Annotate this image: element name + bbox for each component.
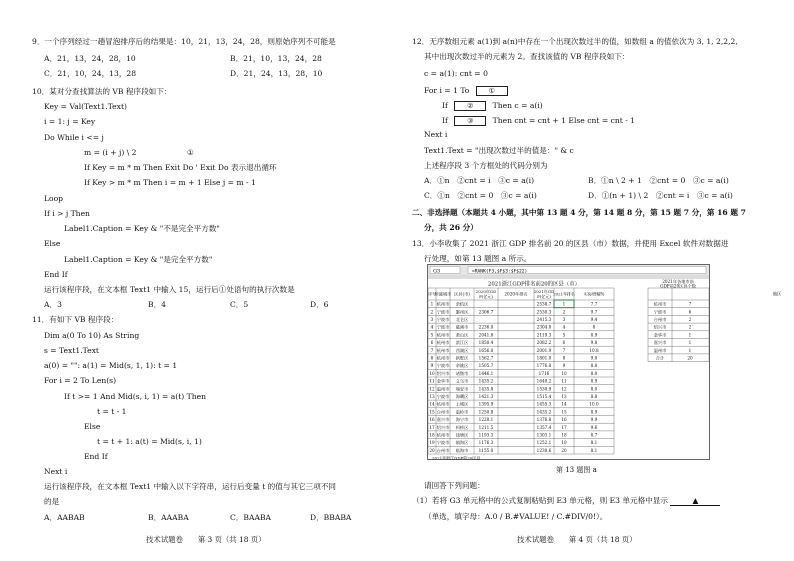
table-cell: 柯桥区: [455, 424, 469, 430]
name-box-text: G3: [433, 268, 441, 275]
table-cell: 3: [562, 317, 566, 322]
table-cell: 9.0: [590, 355, 598, 361]
table-cell: 2119.3: [536, 332, 552, 338]
q13-sub1-text: （1）若将 G3 单元格中的公式复制粘贴到 E3 单元格，则 E3 单元格中显示: [412, 496, 668, 505]
table-cell: 宁波市: [436, 317, 450, 322]
table-cell: 1776.0: [536, 363, 552, 369]
q11-code-line: a(0) = "": a(1) = Mid(s, 1, 1): t = 1: [44, 361, 178, 370]
side-table-header: 地区: [772, 292, 782, 298]
q11-option-c: C．BAABA: [230, 513, 272, 522]
table-cell: 1435.8: [478, 386, 494, 392]
table-cell: 5: [562, 332, 566, 338]
table-cell: 8.0: [590, 370, 598, 376]
table-cell: 杭州市: [436, 355, 450, 361]
side-table-cell: 1: [688, 347, 692, 353]
q10-question: 运行该程序段，在文本框 Text1 中输入 15，运行后①处语句的执行次数是: [44, 285, 295, 294]
table-cell: 6: [562, 340, 566, 346]
q12-code-line: c = a(1): cnt = 0: [424, 69, 488, 78]
table-cell: 拱墅区: [455, 355, 469, 361]
table-header: 2021年排名: [553, 291, 575, 297]
table-cell: 12: [429, 386, 435, 392]
table-cell: 13: [561, 394, 567, 399]
table-cell: 1530.9: [536, 386, 552, 392]
table-header: P(亿元): [479, 294, 493, 299]
table-cell: 9.6: [590, 424, 598, 430]
answer-blank: [670, 497, 720, 506]
table-cell: 温州市: [436, 386, 450, 392]
table-cell: 余姚区: [455, 363, 469, 369]
table-cell: 1640.2: [536, 378, 552, 384]
table-cell: 1850.4: [478, 340, 494, 346]
q11-code-line: s = Text1.Text: [44, 346, 99, 355]
table-cell: 海曙区: [455, 394, 469, 399]
table-cell: 3: [430, 317, 434, 322]
table-cell: 海宁市: [455, 417, 469, 423]
table-cell: 11: [561, 378, 567, 384]
table-cell: 8.8: [590, 394, 598, 399]
table-cell: 6: [430, 340, 434, 346]
table-header: P(亿元): [537, 294, 551, 299]
right-page-footer: 技术试题卷 第 4 页（共 18 页）: [517, 535, 637, 544]
side-table-cell: 20: [687, 355, 693, 361]
q13-sub1: [412, 497, 720, 506]
table-cell: 1: [562, 301, 566, 307]
table-header: 序号: [427, 291, 437, 297]
table-cell: 宁波市: [436, 440, 450, 446]
table-cell: 10: [561, 370, 567, 376]
table-cell: 绍兴市: [436, 424, 450, 430]
table-cell: 宁波市: [436, 309, 450, 315]
q13-prompt: 请回答下列问题：: [424, 481, 485, 490]
side-table-cell: 杭州市: [653, 301, 667, 307]
q10-code-line: If i > j Then: [44, 209, 90, 218]
q12-option-a: A．①n ②cnt = i ③c = a(i): [424, 176, 535, 185]
q12-question: 上述程序段 3 个方框处的代码分别为: [424, 161, 548, 170]
q11-code-line: If t >= 1 And Mid(s, i, 1) = a(t) Then: [64, 392, 206, 401]
q10-option-c: C．5: [230, 300, 249, 309]
table-cell: 金华市: [436, 378, 450, 384]
table-cell: 9: [562, 363, 566, 369]
table-cell: 9.4: [590, 317, 598, 322]
q11-option-b: B．AAABA: [148, 513, 189, 522]
q10-code-line: If Key = m * m Then Exit Do ' Exit Do 表示退出循环: [84, 163, 277, 172]
q11-code-line: Else: [84, 422, 101, 431]
q10-code-line: End If: [44, 270, 68, 279]
q12-code-if1: [442, 101, 543, 111]
table-cell: 宁波市: [436, 363, 450, 369]
table-cell: 8: [430, 355, 434, 361]
answer-blank-mark: ▲: [692, 496, 699, 505]
table-cell: 19: [429, 440, 435, 446]
table-cell: 9.7: [590, 309, 598, 315]
q10-option-b: B．4: [148, 300, 167, 309]
side-table-cell: 合计: [655, 355, 665, 361]
table-cell: 2306.7: [478, 309, 494, 315]
q9-option-b: B．21，10，13，24，28: [230, 54, 322, 63]
q12-option-c: C．①n ②cnt = 0 ③c = a(i): [424, 191, 537, 200]
q12-blank-box-3: ③: [454, 116, 486, 126]
table-cell: 绍兴市: [436, 370, 450, 376]
table-cell: 萧山区: [455, 332, 469, 338]
table-cell: 1656.0: [478, 347, 494, 353]
table-cell: 西湖区: [455, 347, 469, 353]
q9-option-c: C．21，10，24，13，28: [44, 69, 137, 78]
q12-code-line: Text1.Text = "出现次数过半的值是：" & c: [424, 146, 574, 155]
table-cell: 9.9: [590, 417, 598, 423]
q11-code-line: End If: [84, 452, 108, 461]
table-cell: 慈溪市: [455, 324, 469, 330]
table-cell: 4: [430, 324, 434, 330]
table-header: 区县(市): [454, 291, 470, 297]
q11-question: 运行该程序段，在文本框 Text1 中输入以下字符串，运行后变量 t 的值与其它三项不同: [44, 482, 337, 491]
left-page-footer: 技术试题卷 第 3 页（共 18 页）: [146, 535, 266, 544]
table-cell: 1801.0: [536, 355, 552, 361]
q11-option-a: A．AABAB: [44, 513, 85, 522]
table-header: 2020年排名: [504, 291, 528, 297]
table-header: 2020年GD: [475, 289, 497, 294]
cell-grid: [428, 275, 794, 461]
table-cell: 1303.1: [536, 432, 552, 438]
q9-stem: 9．一个序列经过一趟冒泡排序后的结果是：10，21，13，24，28，则原始序列不可能是: [32, 37, 336, 46]
table-cell: 1252.1: [536, 440, 552, 446]
table-cell: 嘉兴市: [436, 417, 450, 423]
table-cell: 11: [429, 378, 435, 384]
table-cell: 北仑区: [455, 317, 469, 322]
table-cell: 18: [561, 432, 567, 438]
q12-code-text: If: [442, 101, 448, 110]
side-table-cell: 7: [688, 301, 692, 307]
table-cell: 2415.3: [536, 317, 552, 322]
table-cell: 1211.5: [478, 424, 494, 430]
table-cell: 1716: [538, 370, 550, 376]
table-cell: 滨江区: [455, 340, 469, 346]
table-cell: 10.8: [589, 347, 599, 353]
side-table-cell: 6: [688, 309, 692, 315]
table-cell: 8.1: [590, 447, 598, 453]
table-cell: 1505.7: [478, 363, 494, 369]
side-table-title: GDP前20区县个数: [660, 283, 696, 289]
table-cell: 余杭区: [455, 301, 469, 307]
table-cell: 1395.9: [478, 401, 494, 407]
q12-stem: 12．无序数组元素 a(1)到 a(n)中存在一个出现次数过半的值，如数组 a 的值依次为 3, 1, 2,2,2,: [412, 37, 738, 46]
side-table-cell: 绍兴市: [653, 324, 667, 330]
table-cell: 4: [562, 324, 566, 330]
table-cell: 临海市: [455, 447, 469, 453]
table-cell: 8.9: [590, 332, 598, 338]
side-table-cell: 嘉兴市: [653, 340, 667, 346]
q9-option-d: D．21，24，13，28，10: [230, 69, 323, 78]
table-cell: 7.7: [590, 301, 598, 307]
q10-stem: 10．某对分查找算法的 VB 程序段如下：: [32, 87, 172, 96]
formula-text: =RANK(F3,$F$3:$F$22): [472, 269, 528, 275]
table-cell: 杭州市: [436, 340, 450, 346]
q12-option-d: D．①(n + 1) \ 2 ②cnt = i ③c = a(i): [588, 191, 733, 200]
table-cell: 9: [430, 363, 434, 369]
table-cell: 18: [429, 432, 435, 438]
table-cell: 1562.7: [478, 355, 494, 361]
q10-code-line: Do While i <= j: [44, 133, 104, 142]
table-cell: 杭州市: [436, 347, 450, 353]
q10-code-marker: ①: [187, 148, 194, 157]
side-table-cell: 台州市: [653, 317, 667, 322]
table-cell: 1515.4: [536, 394, 552, 399]
table-cell: 台州市: [436, 447, 450, 453]
table-cell: 1193.3: [478, 432, 494, 438]
table-cell: 2: [562, 309, 566, 315]
q11-option-d: D．BBABA: [310, 513, 352, 522]
q12-blank-box-2: ②: [454, 101, 486, 111]
q12-option-b: B．①n \ 2 + 1 ②cnt = 0 ③c = a(i): [588, 176, 729, 185]
table-header: 所属城市: [434, 291, 452, 297]
table-cell: 16: [429, 417, 435, 423]
table-cell: 1250.8: [478, 409, 494, 415]
table-cell: 15: [561, 409, 567, 415]
q13-sub1-options: （单选，填字母：A.0 / B.#VALUE! / C.#DIV/0!）。: [424, 512, 608, 521]
sheet-note: 2021年浙江GDP前20区县: [432, 455, 481, 461]
q12-code-for: [424, 86, 512, 96]
q12-blank-box-1: ①: [476, 86, 508, 96]
table-cell: 5: [430, 332, 434, 338]
table-cell: 1446.1: [478, 370, 494, 376]
table-cell: 8.9: [590, 378, 598, 384]
q12-code-line: Next i: [424, 130, 448, 139]
side-table-cell: 1: [688, 340, 692, 346]
excel-screenshot-figure: [427, 264, 782, 461]
table-cell: 宁波市: [436, 394, 450, 399]
table-header: 2021年GD: [533, 289, 555, 294]
table-cell: 钱塘区: [455, 432, 469, 438]
q13-stem-cont: 行处理，如第 13 题图 a 所示。: [424, 254, 532, 263]
table-cell: 瑞安市: [455, 386, 469, 392]
side-table-cell: 1: [688, 332, 692, 338]
sheet-title: 2021浙江GDP排名前20的区县（市）: [487, 281, 581, 288]
figure-caption: 第 13 题图 a: [556, 466, 597, 474]
table-cell: 20: [561, 447, 567, 453]
table-cell: 1176.3: [478, 440, 494, 446]
q12-code-text: Then cnt = cnt + 1 Else cnt = cnt - 1: [492, 116, 636, 125]
side-table-cell: 金华市: [653, 332, 667, 338]
table-cell: 8.9: [590, 409, 598, 415]
table-cell: 7: [430, 347, 434, 353]
table-cell: 10.0: [589, 401, 599, 407]
table-cell: 7: [562, 347, 566, 353]
q11-question-cont: 的是: [44, 497, 60, 506]
table-cell: 19: [561, 440, 567, 446]
table-cell: 1: [430, 301, 434, 307]
q11-code-line: t = t + 1: a(t) = Mid(s, i, 1): [97, 437, 202, 446]
table-cell: 杭州市: [436, 301, 450, 307]
q9-option-a: A．21，13，24，28，10: [44, 54, 136, 63]
q11-code-line: For i = 2 To Len(s): [44, 376, 117, 385]
q13-stem: 13．小李收集了 2021 浙江 GDP 排名前 20 的区县（市）数据，并使用 Excel 软件对数据进: [412, 239, 729, 248]
table-cell: 上城区: [455, 401, 469, 407]
q10-code-line: Else: [44, 239, 61, 248]
table-cell: 杭州市: [436, 401, 450, 407]
q12-code-if2: [442, 116, 635, 126]
table-cell: 14: [429, 401, 435, 407]
sheet-bg: [428, 275, 709, 459]
table-cell: 2: [430, 309, 434, 315]
side-table-cell: 2: [688, 317, 692, 322]
table-cell: 1155.0: [478, 447, 494, 453]
table-cell: 2304.8: [536, 324, 552, 330]
section-two-heading-cont: 分，共 26 分）: [424, 223, 478, 232]
q12-code-text: If: [442, 116, 448, 125]
table-cell: 20: [429, 447, 435, 453]
table-cell: 1376.8: [536, 417, 552, 423]
table-cell: 8: [592, 324, 596, 330]
table-header: 实际增幅%: [583, 291, 605, 297]
table-cell: 杭州市: [436, 332, 450, 338]
table-cell: 8.1: [590, 440, 598, 446]
table-cell: 2538.7: [536, 301, 552, 307]
table-cell: 8.0: [590, 386, 598, 392]
table-cell: 2236.0: [478, 324, 494, 330]
q10-option-d: D．6: [310, 300, 329, 309]
q10-code-line: Key = Val(Text1.Text): [44, 102, 127, 111]
table-cell: 1455.3: [536, 401, 552, 407]
table-cell: 17: [429, 424, 435, 430]
side-table-title: 2021年各地市前: [662, 279, 694, 284]
table-cell: 宁波市: [436, 324, 450, 330]
table-cell: 12: [561, 386, 567, 392]
q12-code-text: Then c = a(i): [492, 101, 543, 110]
table-cell: 镇海区: [455, 440, 469, 446]
q10-option-a: A．3: [44, 300, 62, 309]
table-cell: 2041.8: [478, 332, 494, 338]
table-cell: 8: [562, 355, 566, 361]
table-cell: 2082.2: [536, 340, 552, 346]
q10-code-line: i = 1: j = Key: [44, 117, 96, 126]
side-table-cell: 2: [688, 324, 692, 330]
q11-code-line: Dim a(0 To 10) As String: [44, 331, 140, 340]
table-cell: 1220.1: [478, 417, 494, 423]
table-cell: 13: [429, 394, 435, 399]
q10-code-line: Label1.Caption = Key & "不是完全平方数": [64, 224, 220, 233]
table-cell: 1435.2: [478, 378, 494, 384]
table-cell: 杭州市: [436, 432, 450, 438]
table-cell: 1357.4: [536, 424, 552, 430]
table-cell: 1435.2: [536, 409, 552, 415]
section-two-heading: 二、非选择题（本题共 4 小题，其中第 13 题 4 分，第 14 题 8 分，第 15 题 7 分，第 16 题 7: [412, 208, 746, 217]
table-cell: 诸暨市: [455, 370, 469, 376]
side-table-cell: 温州市: [653, 347, 667, 353]
table-cell: 14: [561, 401, 567, 407]
q12-stem-cont: 其中出现次数过半的元素为 2。查找该值的 VB 程序段如下：: [424, 52, 630, 61]
table-cell: 温岭市: [455, 409, 469, 415]
table-cell: 8.7: [590, 432, 598, 438]
table-cell: 10: [429, 370, 435, 376]
q11-code-line: Next i: [44, 467, 68, 476]
q10-code-line: Label1.Caption = Key & "是完全平方数": [64, 255, 213, 264]
table-cell: 2530.3: [536, 309, 552, 315]
q10-code-line: m = (i + j) \ 2: [84, 148, 137, 157]
table-cell: 15: [429, 409, 435, 415]
table-cell: 鄞州区: [455, 309, 469, 315]
table-cell: 1421.3: [478, 394, 494, 399]
q10-code-line: If Key > m * m Then i = m + 1 Else j = m - 1: [84, 178, 256, 187]
q11-code-line: t = t - 1: [97, 407, 127, 416]
spreadsheet-svg: [427, 265, 782, 461]
table-cell: 16: [561, 417, 567, 423]
q12-code-text: For i = 1 To: [424, 86, 470, 95]
table-cell: 1230.6: [536, 447, 552, 453]
table-cell: 台州市: [436, 409, 450, 415]
table-cell: 9.8: [590, 340, 598, 346]
q11-stem: 11．有如下 VB 程序段：: [32, 315, 119, 324]
side-table-cell: 宁波市: [653, 309, 667, 315]
table-cell: 义乌市: [455, 378, 469, 384]
table-cell: 17: [561, 424, 567, 430]
table-cell: 8.8: [590, 363, 598, 369]
q10-code-line: Loop: [44, 194, 64, 203]
table-cell: 2001.9: [536, 347, 552, 353]
